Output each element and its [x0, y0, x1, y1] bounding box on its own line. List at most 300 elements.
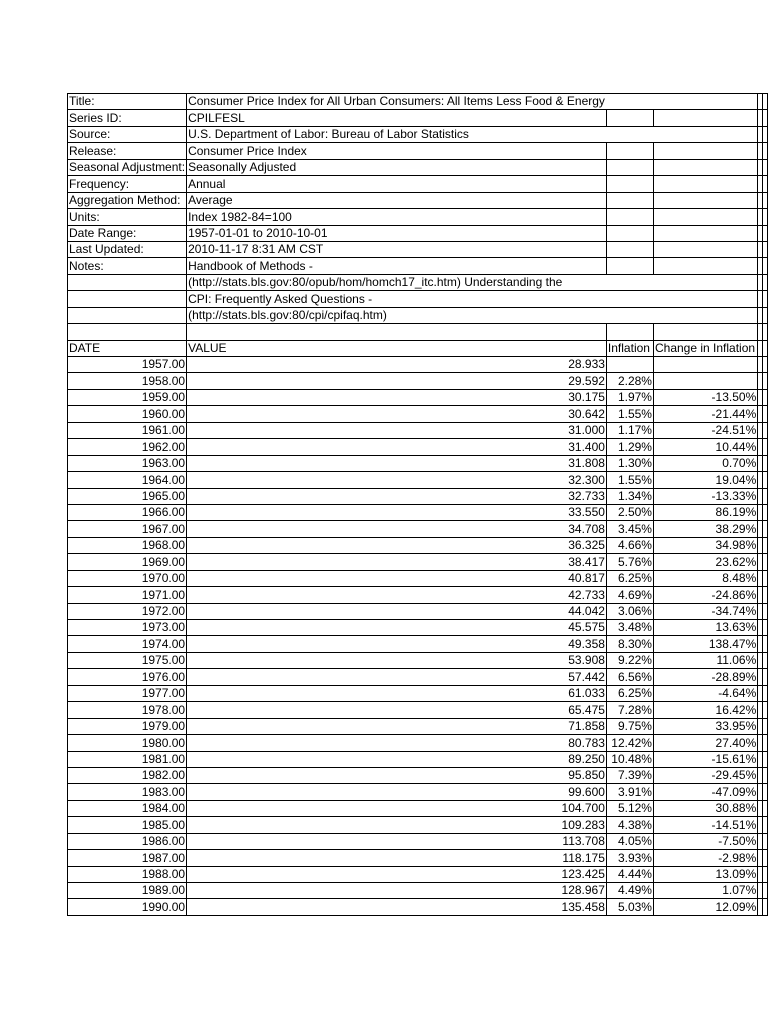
- change-cell[interactable]: 11.06%: [653, 652, 757, 668]
- empty-cell[interactable]: [763, 537, 768, 553]
- date-cell[interactable]: 1990.00: [68, 899, 187, 915]
- table-row: [68, 620, 768, 636]
- table-row: [68, 357, 768, 373]
- table-row: [68, 439, 768, 455]
- inflation-cell[interactable]: 9.75%: [606, 718, 653, 734]
- inflation-cell[interactable]: 4.44%: [606, 866, 653, 882]
- empty-cell[interactable]: [763, 209, 768, 225]
- date-cell[interactable]: 1988.00: [68, 866, 187, 882]
- empty-cell[interactable]: [606, 291, 653, 307]
- change-cell[interactable]: 30.88%: [653, 800, 757, 816]
- meta-row: [68, 291, 768, 307]
- empty-cell[interactable]: [763, 94, 768, 110]
- inflation-cell[interactable]: 1.55%: [606, 472, 653, 488]
- table-row: [68, 537, 768, 553]
- change-cell[interactable]: -28.89%: [653, 669, 757, 685]
- inflation-cell[interactable]: 5.12%: [606, 800, 653, 816]
- change-cell[interactable]: -47.09%: [653, 784, 757, 800]
- empty-cell[interactable]: [606, 324, 653, 340]
- inflation-cell[interactable]: 4.66%: [606, 537, 653, 553]
- table-row: [68, 817, 768, 833]
- empty-cell[interactable]: [606, 258, 653, 274]
- change-cell[interactable]: -7.50%: [653, 833, 757, 849]
- table-row: [68, 406, 768, 422]
- meta-row: [68, 159, 768, 175]
- date-cell[interactable]: 1965.00: [68, 488, 187, 504]
- date-cell[interactable]: 1960.00: [68, 406, 187, 422]
- date-cell[interactable]: 1980.00: [68, 735, 187, 751]
- empty-cell[interactable]: [606, 159, 653, 175]
- empty-cell[interactable]: [653, 126, 757, 142]
- blank-row: [68, 324, 768, 340]
- change-cell[interactable]: -13.33%: [653, 488, 757, 504]
- inflation-cell[interactable]: 1.17%: [606, 422, 653, 438]
- meta-label-cell[interactable]: Series ID:: [68, 110, 187, 126]
- date-cell[interactable]: 1971.00: [68, 587, 187, 603]
- date-cell[interactable]: 1967.00: [68, 521, 187, 537]
- empty-cell[interactable]: [763, 307, 768, 323]
- empty-cell[interactable]: [606, 209, 653, 225]
- value-cell[interactable]: 95.850: [187, 767, 607, 783]
- change-cell[interactable]: -29.45%: [653, 767, 757, 783]
- header-value[interactable]: VALUE: [187, 340, 607, 356]
- meta-label-cell[interactable]: Units:: [68, 209, 187, 225]
- meta-row: [68, 176, 768, 192]
- empty-cell[interactable]: [653, 225, 757, 241]
- empty-cell[interactable]: [606, 307, 653, 323]
- meta-value-cell[interactable]: Consumer Price Index for All Urban Consumers: All Items Less Food & Energy: [188, 94, 605, 109]
- change-cell[interactable]: 12.09%: [653, 899, 757, 915]
- inflation-cell[interactable]: 12.42%: [606, 735, 653, 751]
- value-cell[interactable]: 45.575: [187, 620, 607, 636]
- empty-cell[interactable]: [763, 521, 768, 537]
- change-cell[interactable]: -13.50%: [653, 389, 757, 405]
- inflation-cell[interactable]: 7.28%: [606, 702, 653, 718]
- meta-label-cell[interactable]: Date Range:: [68, 225, 187, 241]
- value-cell[interactable]: 128.967: [187, 883, 607, 899]
- empty-cell[interactable]: [763, 373, 768, 389]
- value-cell[interactable]: 29.592: [187, 373, 607, 389]
- table-row: [68, 702, 768, 718]
- date-cell[interactable]: 1983.00: [68, 784, 187, 800]
- inflation-cell[interactable]: 10.48%: [606, 751, 653, 767]
- inflation-cell[interactable]: 6.25%: [606, 685, 653, 701]
- empty-cell[interactable]: [653, 192, 757, 208]
- empty-cell[interactable]: [763, 192, 768, 208]
- change-cell[interactable]: -24.86%: [653, 587, 757, 603]
- inflation-cell[interactable]: 2.28%: [606, 373, 653, 389]
- value-cell[interactable]: 33.550: [187, 504, 607, 520]
- meta-row: [68, 110, 768, 126]
- meta-value-cell[interactable]: U.S. Department of Labor: Bureau of Labor Statistics: [187, 126, 607, 142]
- change-cell[interactable]: -21.44%: [653, 406, 757, 422]
- table-row: [68, 636, 768, 652]
- empty-cell[interactable]: [763, 291, 768, 307]
- meta-row: [68, 143, 768, 159]
- date-cell[interactable]: 1970.00: [68, 570, 187, 586]
- empty-cell[interactable]: [763, 357, 768, 373]
- value-cell[interactable]: 118.175: [187, 850, 607, 866]
- empty-cell[interactable]: [763, 225, 768, 241]
- empty-cell[interactable]: [653, 274, 757, 290]
- change-cell[interactable]: 86.19%: [653, 504, 757, 520]
- meta-label-cell[interactable]: [68, 307, 187, 323]
- meta-row: [68, 192, 768, 208]
- empty-cell[interactable]: [606, 94, 653, 110]
- empty-cell[interactable]: [763, 899, 768, 915]
- empty-cell[interactable]: [653, 241, 757, 257]
- spreadsheet-body: [68, 94, 768, 916]
- meta-value-cell[interactable]: (http://stats.bls.gov:80/opub/hom/homch17_itc.htm) Understanding the: [187, 274, 607, 290]
- value-cell[interactable]: 38.417: [187, 554, 607, 570]
- meta-label-cell[interactable]: Notes:: [68, 258, 187, 274]
- change-cell[interactable]: 8.48%: [653, 570, 757, 586]
- empty-cell[interactable]: [763, 143, 768, 159]
- meta-row: [68, 126, 768, 142]
- inflation-cell[interactable]: [606, 357, 653, 373]
- date-cell[interactable]: 1969.00: [68, 554, 187, 570]
- empty-cell[interactable]: [763, 274, 768, 290]
- date-cell[interactable]: 1963.00: [68, 455, 187, 471]
- date-cell[interactable]: 1984.00: [68, 800, 187, 816]
- change-cell[interactable]: 34.98%: [653, 537, 757, 553]
- table-row: [68, 767, 768, 783]
- empty-cell[interactable]: [763, 817, 768, 833]
- empty-cell[interactable]: [606, 274, 653, 290]
- table-row: [68, 521, 768, 537]
- date-cell[interactable]: 1981.00: [68, 751, 187, 767]
- date-cell[interactable]: 1958.00: [68, 373, 187, 389]
- change-cell[interactable]: 138.47%: [653, 636, 757, 652]
- empty-cell[interactable]: [763, 504, 768, 520]
- inflation-cell[interactable]: 4.05%: [606, 833, 653, 849]
- change-cell[interactable]: -24.51%: [653, 422, 757, 438]
- empty-cell[interactable]: [763, 718, 768, 734]
- change-cell[interactable]: 1.07%: [653, 883, 757, 899]
- table-row: [68, 850, 768, 866]
- meta-value-cell[interactable]: Index 1982-84=100: [187, 209, 607, 225]
- meta-label-cell[interactable]: Seasonal Adjustment:: [69, 160, 186, 175]
- empty-cell[interactable]: [653, 209, 757, 225]
- empty-cell[interactable]: [606, 126, 653, 142]
- table-row: [68, 833, 768, 849]
- meta-label-cell[interactable]: Aggregation Method:: [68, 192, 187, 208]
- empty-cell[interactable]: [763, 833, 768, 849]
- inflation-cell[interactable]: 1.30%: [606, 455, 653, 471]
- table-row: [68, 488, 768, 504]
- meta-value-cell[interactable]: 1957-01-01 to 2010-10-01: [187, 225, 607, 241]
- value-cell[interactable]: 34.708: [187, 521, 607, 537]
- empty-cell[interactable]: [763, 455, 768, 471]
- value-cell[interactable]: 135.458: [187, 899, 607, 915]
- change-cell[interactable]: 27.40%: [653, 735, 757, 751]
- table-row: [68, 883, 768, 899]
- date-cell[interactable]: 1966.00: [68, 504, 187, 520]
- empty-cell[interactable]: [763, 422, 768, 438]
- table-row: [68, 373, 768, 389]
- meta-value-cell[interactable]: (http://stats.bls.gov:80/cpi/cpifaq.htm): [187, 307, 607, 323]
- meta-label-cell[interactable]: Source:: [68, 126, 187, 142]
- date-cell[interactable]: 1987.00: [68, 850, 187, 866]
- meta-value-cell[interactable]: Handbook of Methods -: [187, 258, 607, 274]
- value-cell[interactable]: 31.000: [187, 422, 607, 438]
- inflation-cell[interactable]: 6.56%: [606, 669, 653, 685]
- inflation-cell[interactable]: 5.03%: [606, 899, 653, 915]
- header-row: [68, 340, 768, 356]
- date-cell[interactable]: 1977.00: [68, 685, 187, 701]
- date-cell[interactable]: 1968.00: [68, 537, 187, 553]
- table-row: [68, 899, 768, 915]
- meta-row: [68, 209, 768, 225]
- empty-cell[interactable]: [763, 652, 768, 668]
- empty-cell[interactable]: [653, 176, 757, 192]
- inflation-cell[interactable]: 2.50%: [606, 504, 653, 520]
- value-cell[interactable]: 109.283: [187, 817, 607, 833]
- meta-row: [68, 274, 768, 290]
- table-row: [68, 669, 768, 685]
- table-row: [68, 784, 768, 800]
- empty-cell[interactable]: [763, 669, 768, 685]
- meta-row: [68, 94, 768, 110]
- change-cell[interactable]: -34.74%: [653, 603, 757, 619]
- value-cell[interactable]: 49.358: [187, 636, 607, 652]
- empty-cell[interactable]: [653, 291, 757, 307]
- value-cell[interactable]: 30.175: [187, 389, 607, 405]
- empty-cell[interactable]: [606, 225, 653, 241]
- meta-value-cell[interactable]: Consumer Price Index: [187, 143, 607, 159]
- table-row: [68, 455, 768, 471]
- empty-cell[interactable]: [763, 751, 768, 767]
- value-cell[interactable]: 28.933: [187, 357, 607, 373]
- inflation-cell[interactable]: 1.55%: [606, 406, 653, 422]
- empty-cell[interactable]: [763, 735, 768, 751]
- empty-cell[interactable]: [763, 110, 768, 126]
- empty-cell[interactable]: [653, 110, 757, 126]
- change-cell[interactable]: 23.62%: [653, 554, 757, 570]
- table-row: [68, 685, 768, 701]
- inflation-cell[interactable]: 8.30%: [606, 636, 653, 652]
- inflation-cell[interactable]: 1.34%: [606, 488, 653, 504]
- value-cell[interactable]: 42.733: [187, 587, 607, 603]
- empty-cell[interactable]: [763, 488, 768, 504]
- change-cell[interactable]: 38.29%: [653, 521, 757, 537]
- inflation-cell[interactable]: 3.06%: [606, 603, 653, 619]
- table-row: [68, 472, 768, 488]
- meta-value-cell[interactable]: CPILFESL: [187, 110, 607, 126]
- header-inflation[interactable]: Inflation: [606, 340, 653, 356]
- date-cell[interactable]: 1982.00: [68, 767, 187, 783]
- meta-value-cell[interactable]: Seasonally Adjusted: [187, 159, 607, 175]
- header-date[interactable]: DATE: [68, 340, 187, 356]
- value-cell[interactable]: 61.033: [187, 685, 607, 701]
- date-cell[interactable]: 1975.00: [68, 652, 187, 668]
- empty-cell[interactable]: [653, 159, 757, 175]
- meta-label-cell[interactable]: [68, 274, 187, 290]
- empty-cell[interactable]: [763, 636, 768, 652]
- table-row: [68, 735, 768, 751]
- empty-cell[interactable]: [187, 324, 607, 340]
- inflation-cell[interactable]: 1.97%: [606, 389, 653, 405]
- value-cell[interactable]: 44.042: [187, 603, 607, 619]
- inflation-cell[interactable]: 5.76%: [606, 554, 653, 570]
- table-row: [68, 603, 768, 619]
- change-cell[interactable]: 16.42%: [653, 702, 757, 718]
- inflation-cell[interactable]: 4.38%: [606, 817, 653, 833]
- empty-cell[interactable]: [653, 258, 757, 274]
- value-cell[interactable]: 71.858: [187, 718, 607, 734]
- empty-cell[interactable]: [763, 685, 768, 701]
- empty-cell[interactable]: [763, 702, 768, 718]
- change-cell[interactable]: -14.51%: [653, 817, 757, 833]
- date-cell[interactable]: 1976.00: [68, 669, 187, 685]
- empty-cell[interactable]: [606, 143, 653, 159]
- change-cell[interactable]: 0.70%: [653, 455, 757, 471]
- inflation-cell[interactable]: 3.48%: [606, 620, 653, 636]
- empty-cell[interactable]: [763, 800, 768, 816]
- empty-cell[interactable]: [606, 192, 653, 208]
- empty-cell[interactable]: [763, 439, 768, 455]
- date-cell[interactable]: 1959.00: [68, 389, 187, 405]
- value-cell[interactable]: 36.325: [187, 537, 607, 553]
- value-cell[interactable]: 80.783: [187, 735, 607, 751]
- date-cell[interactable]: 1964.00: [68, 472, 187, 488]
- table-row: [68, 718, 768, 734]
- change-cell[interactable]: -2.98%: [653, 850, 757, 866]
- change-cell[interactable]: 19.04%: [653, 472, 757, 488]
- empty-cell[interactable]: [763, 406, 768, 422]
- value-cell[interactable]: 31.808: [187, 455, 607, 471]
- table-row: [68, 587, 768, 603]
- change-cell[interactable]: 13.63%: [653, 620, 757, 636]
- table-row: [68, 389, 768, 405]
- spreadsheet-table: [67, 93, 768, 916]
- value-cell[interactable]: 57.442: [187, 669, 607, 685]
- meta-label-cell[interactable]: Last Updated:: [68, 241, 187, 257]
- value-cell[interactable]: 32.300: [187, 472, 607, 488]
- change-cell[interactable]: [653, 357, 757, 373]
- empty-cell[interactable]: [763, 850, 768, 866]
- value-cell[interactable]: 31.400: [187, 439, 607, 455]
- meta-value-cell[interactable]: Average: [187, 192, 607, 208]
- date-cell[interactable]: 1962.00: [68, 439, 187, 455]
- empty-cell[interactable]: [763, 159, 768, 175]
- inflation-cell[interactable]: 3.45%: [606, 521, 653, 537]
- empty-cell[interactable]: [763, 258, 768, 274]
- empty-cell[interactable]: [763, 389, 768, 405]
- meta-label-cell[interactable]: [68, 291, 187, 307]
- meta-row: [68, 241, 768, 257]
- value-cell[interactable]: 30.642: [187, 406, 607, 422]
- change-cell[interactable]: 33.95%: [653, 718, 757, 734]
- change-cell[interactable]: 13.09%: [653, 866, 757, 882]
- date-cell[interactable]: 1989.00: [68, 883, 187, 899]
- date-cell[interactable]: 1974.00: [68, 636, 187, 652]
- date-cell[interactable]: 1978.00: [68, 702, 187, 718]
- meta-row: [68, 225, 768, 241]
- inflation-cell[interactable]: 9.22%: [606, 652, 653, 668]
- meta-value-cell[interactable]: 2010-11-17 8:31 AM CST: [187, 241, 607, 257]
- date-cell[interactable]: 1973.00: [68, 620, 187, 636]
- table-row: [68, 652, 768, 668]
- inflation-cell[interactable]: 1.29%: [606, 439, 653, 455]
- empty-cell[interactable]: [763, 472, 768, 488]
- value-cell[interactable]: 40.817: [187, 570, 607, 586]
- value-cell[interactable]: 123.425: [187, 866, 607, 882]
- inflation-cell[interactable]: 4.49%: [606, 883, 653, 899]
- value-cell[interactable]: 113.708: [187, 833, 607, 849]
- date-cell[interactable]: 1972.00: [68, 603, 187, 619]
- meta-value-cell[interactable]: Annual: [187, 176, 607, 192]
- meta-label-cell[interactable]: Title:: [68, 94, 187, 110]
- empty-cell[interactable]: [653, 143, 757, 159]
- date-cell[interactable]: 1957.00: [68, 357, 187, 373]
- empty-cell[interactable]: [763, 241, 768, 257]
- empty-cell[interactable]: [763, 767, 768, 783]
- date-cell[interactable]: 1961.00: [68, 422, 187, 438]
- date-cell[interactable]: 1985.00: [68, 817, 187, 833]
- empty-cell[interactable]: [606, 176, 653, 192]
- meta-label-cell[interactable]: Release:: [68, 143, 187, 159]
- value-cell[interactable]: 89.250: [187, 751, 607, 767]
- empty-cell[interactable]: [763, 603, 768, 619]
- empty-cell[interactable]: [763, 883, 768, 899]
- empty-cell[interactable]: [763, 784, 768, 800]
- empty-cell[interactable]: [763, 570, 768, 586]
- inflation-cell[interactable]: 7.39%: [606, 767, 653, 783]
- empty-cell[interactable]: [763, 866, 768, 882]
- change-cell[interactable]: [653, 373, 757, 389]
- meta-row: [68, 258, 768, 274]
- value-cell[interactable]: 53.908: [187, 652, 607, 668]
- table-row: [68, 570, 768, 586]
- empty-cell[interactable]: [606, 241, 653, 257]
- meta-row: [68, 307, 768, 323]
- table-row: [68, 751, 768, 767]
- meta-label-cell[interactable]: Frequency:: [68, 176, 187, 192]
- date-cell[interactable]: 1979.00: [68, 718, 187, 734]
- change-cell[interactable]: 10.44%: [653, 439, 757, 455]
- change-cell[interactable]: -15.61%: [653, 751, 757, 767]
- empty-cell[interactable]: [653, 94, 757, 110]
- inflation-cell[interactable]: 6.25%: [606, 570, 653, 586]
- inflation-cell[interactable]: 3.93%: [606, 850, 653, 866]
- empty-cell[interactable]: [763, 587, 768, 603]
- header-change[interactable]: Change in Inflation: [653, 340, 757, 356]
- empty-cell[interactable]: [763, 620, 768, 636]
- value-cell[interactable]: 32.733: [187, 488, 607, 504]
- table-row: [68, 554, 768, 570]
- inflation-cell[interactable]: 3.91%: [606, 784, 653, 800]
- table-row: [68, 504, 768, 520]
- change-cell[interactable]: -4.64%: [653, 685, 757, 701]
- empty-cell[interactable]: [653, 324, 757, 340]
- empty-cell[interactable]: [653, 307, 757, 323]
- meta-value-cell[interactable]: CPI: Frequently Asked Questions -: [187, 291, 607, 307]
- value-cell[interactable]: 104.700: [187, 800, 607, 816]
- value-cell[interactable]: 99.600: [187, 784, 607, 800]
- empty-cell[interactable]: [763, 340, 768, 356]
- inflation-cell[interactable]: 4.69%: [606, 587, 653, 603]
- empty-cell[interactable]: [68, 324, 187, 340]
- empty-cell[interactable]: [606, 110, 653, 126]
- table-row: [68, 422, 768, 438]
- empty-cell[interactable]: [763, 126, 768, 142]
- value-cell[interactable]: 65.475: [187, 702, 607, 718]
- empty-cell[interactable]: [763, 324, 768, 340]
- empty-cell[interactable]: [763, 554, 768, 570]
- date-cell[interactable]: 1986.00: [68, 833, 187, 849]
- empty-cell[interactable]: [763, 176, 768, 192]
